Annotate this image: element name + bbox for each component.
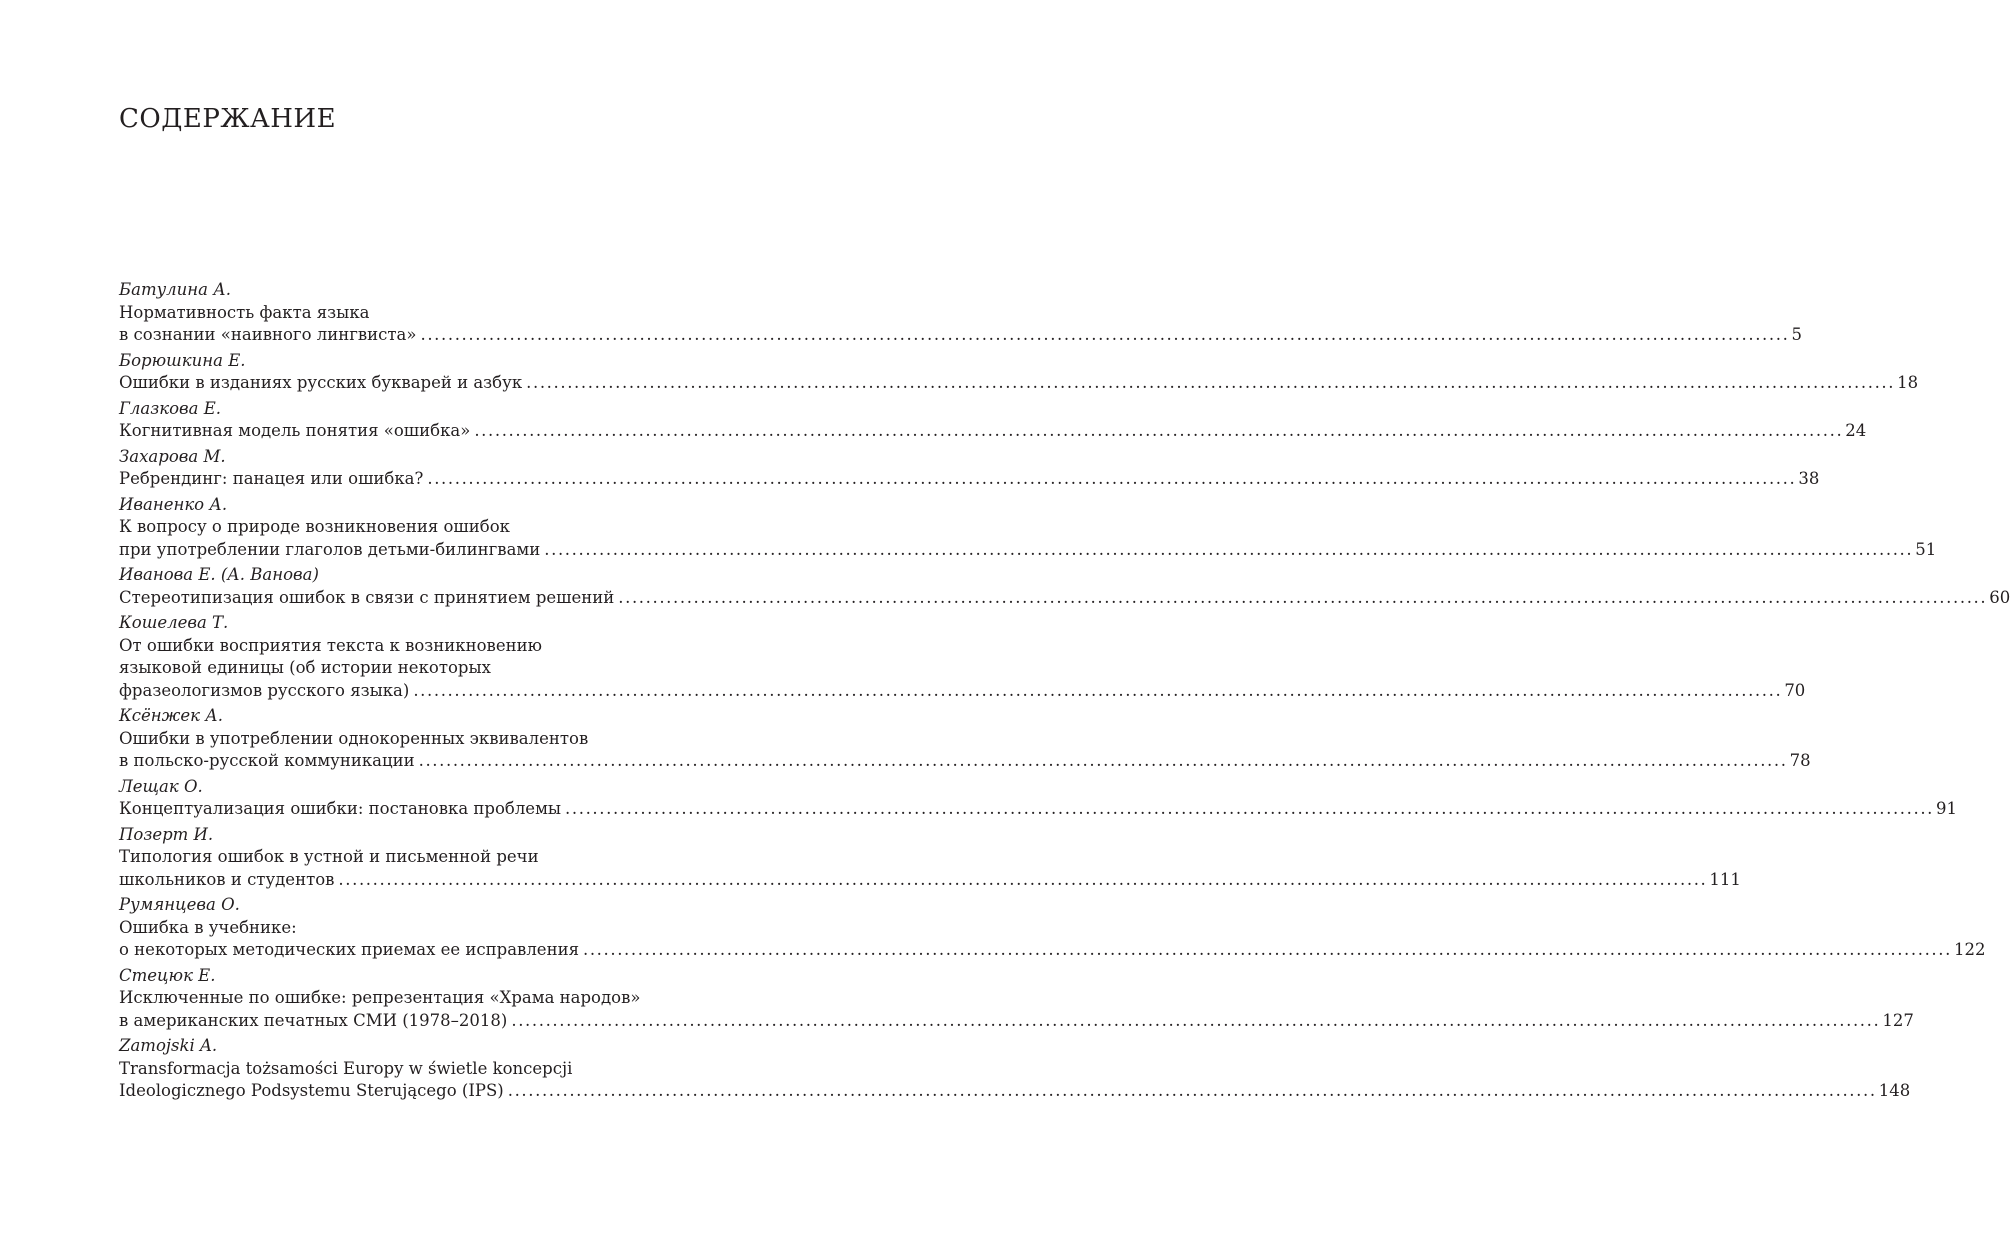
toc-title-line: Нормативность факта языка (119, 302, 370, 322)
toc-author: Стецюк Е. (119, 965, 216, 985)
toc-author: Лещак О. (119, 776, 203, 796)
page-title: СОДЕРЖАНИЕ (119, 104, 337, 134)
dot-leader: ........................................................................................................................................................................................................ (474, 421, 1844, 440)
toc-entry[interactable] (119, 894, 1986, 962)
toc-page-number: 122 (1953, 940, 1986, 959)
toc-entry[interactable] (119, 494, 1937, 562)
toc-title-line: о некоторых методических приемах ее исправления (119, 940, 579, 959)
toc-author: Иванова Е. (А. Ванова) (119, 565, 319, 584)
toc-title-line: фразеологизмов русского языка) (119, 680, 410, 700)
toc-title-line: Ребрендинг: панацея или ошибка? (119, 469, 424, 488)
toc-entry[interactable] (119, 824, 1741, 892)
toc-title-line: Transformacja tożsamości Europy w świetle koncepcji (119, 1058, 573, 1078)
dot-leader: ........................................................................................................................................................................................................ (565, 799, 1935, 818)
toc-entry[interactable] (119, 398, 1867, 443)
toc-author: Иваненко А. (119, 494, 228, 514)
toc-title-line: Ideologicznego Podsystemu Sterującego (IPS) (119, 1081, 504, 1100)
toc-title-line: К вопросу о природе возникновения ошибок (119, 517, 510, 536)
toc-page-number: 78 (1789, 751, 1811, 770)
toc-author: Глазкова Е. (119, 398, 222, 418)
toc-entry[interactable] (119, 705, 1811, 773)
toc-title-row (119, 750, 1811, 773)
toc-title-row (119, 869, 1741, 892)
toc-title-row (119, 372, 1919, 395)
toc-entry[interactable] (119, 564, 2010, 609)
toc-title-line: Когнитивная модель понятия «ошибка» (119, 421, 471, 440)
dot-leader: ........................................................................................................................................................................................................ (418, 751, 1788, 770)
toc-title-row (119, 798, 1958, 821)
toc-author: Ксёнжек А. (119, 706, 224, 725)
toc-title-row (119, 939, 1986, 962)
toc-title-line: при употреблении глаголов детьми-билингвами (119, 539, 541, 559)
toc-title-line: Ошибка в учебнике: (119, 917, 297, 937)
toc-entry[interactable] (119, 350, 1919, 395)
toc-title-line: в польско-русской коммуникации (119, 751, 415, 770)
toc-author: Румянцева О. (119, 895, 240, 914)
toc-title-row (119, 468, 1820, 491)
toc-page-number: 148 (1878, 1081, 1911, 1100)
toc-page-number: 111 (1709, 869, 1741, 889)
dot-leader: ........................................................................................................................................................................................................ (582, 940, 1952, 959)
toc-entry[interactable] (119, 446, 1820, 491)
dot-leader: ........................................................................................................................................................................................................ (544, 539, 1914, 559)
toc-page-number: 127 (1882, 1010, 1914, 1030)
toc-title-line: От ошибки восприятия текста к возникновению (119, 635, 542, 655)
toc-page-number: 18 (1897, 373, 1919, 392)
toc-page-number: 5 (1791, 325, 1802, 344)
toc-page-number: 91 (1936, 799, 1958, 818)
toc-entry[interactable] (119, 965, 1914, 1033)
toc-title-line: в сознании «наивного лингвиста» (119, 325, 417, 344)
toc-entry[interactable] (119, 1035, 1911, 1103)
toc-entry[interactable] (119, 612, 1806, 702)
toc-title-line: Типология ошибок в устной и письменной речи (119, 847, 539, 866)
table-of-contents (119, 279, 2010, 1106)
toc-entry[interactable] (119, 279, 1802, 347)
dot-leader: ........................................................................................................................................................................................................ (507, 1081, 1877, 1100)
toc-title-row (119, 587, 2010, 610)
toc-title-line: школьников и студентов (119, 869, 335, 889)
toc-entry[interactable] (119, 776, 1958, 821)
dot-leader: ........................................................................................................................................................................................................ (618, 587, 1988, 607)
toc-author: Борюшкина Е. (119, 350, 246, 370)
toc-title-row (119, 1010, 1914, 1033)
dot-leader: ........................................................................................................................................................................................................ (413, 680, 1783, 700)
dot-leader: ........................................................................................................................................................................................................ (420, 325, 1790, 344)
toc-title-line: в американских печатных СМИ (1978–2018) (119, 1010, 508, 1030)
toc-page-number: 24 (1845, 421, 1867, 440)
toc-title-line: языковой единицы (об истории некоторых (119, 658, 491, 677)
toc-title-line: Ошибки в изданиях русских букварей и азбук (119, 373, 523, 392)
toc-title-line: Ошибки в употреблении однокоренных эквивалентов (119, 728, 589, 748)
toc-title-row (119, 1080, 1911, 1103)
dot-leader: ........................................................................................................................................................................................................ (526, 373, 1896, 392)
toc-title-line: Концептуализация ошибки: постановка проблемы (119, 799, 562, 818)
toc-title-line: Стереотипизация ошибок в связи с принятием решений (119, 587, 615, 607)
dot-leader: ........................................................................................................................................................................................................ (511, 1010, 1881, 1030)
toc-author: Позерт И. (119, 824, 214, 844)
toc-title-row (119, 680, 1806, 703)
toc-title-line: Исключенные по ошибке: репрезентация «Храма народов» (119, 988, 641, 1007)
toc-author: Zamojski A. (119, 1036, 218, 1055)
toc-author: Захарова М. (119, 446, 226, 466)
toc-title-row (119, 539, 1937, 562)
toc-title-row (119, 420, 1867, 443)
toc-page-number: 51 (1915, 539, 1937, 559)
toc-page-number: 70 (1784, 680, 1806, 700)
dot-leader: ........................................................................................................................................................................................................ (338, 869, 1708, 889)
toc-author: Кошелева Т. (119, 613, 229, 632)
toc-author: Батулина А. (119, 280, 232, 299)
toc-title-row (119, 324, 1802, 347)
toc-page-number: 60 (1989, 587, 2010, 607)
toc-page-number: 38 (1798, 469, 1820, 488)
dot-leader: ........................................................................................................................................................................................................ (427, 469, 1797, 488)
